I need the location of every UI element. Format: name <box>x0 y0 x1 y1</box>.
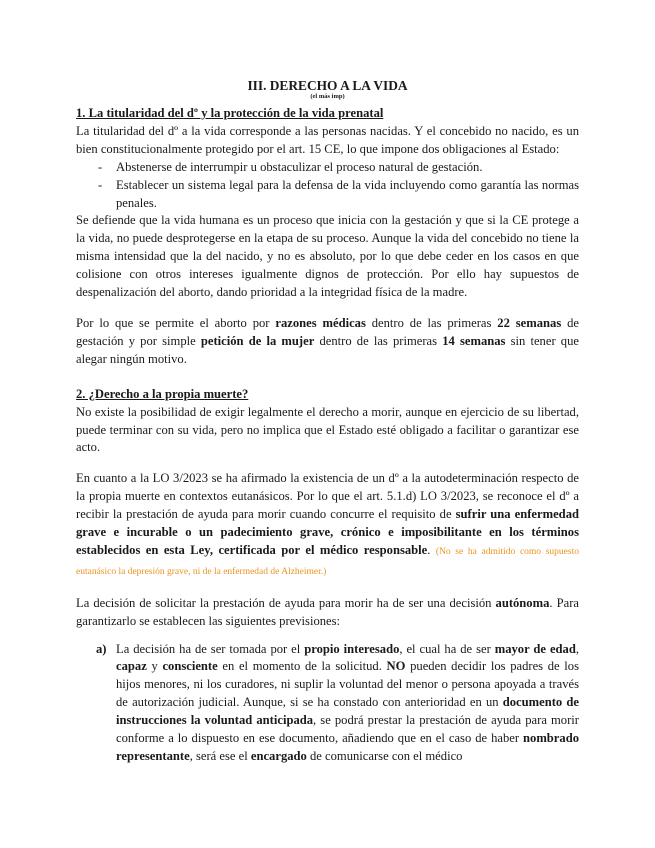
text-run: La decisión ha de ser tomada por el <box>116 641 305 656</box>
section-1-paragraph-2: Se defiende que la vida humana es un proceso que inicia con la gestación y que si la CE protege a la vida, no puede desprotegerse en la etapa de su proceso. Aunque la vida del concebido no tiene la misma intensidad que la del nacido, y no es absoluto, por lo que debe ceder en los casos en que colisione con otros intereses igualmente dignos de protección. Por ello hay supuestos de despenalización del aborto, dando prioridad a la integridad física de la madre. <box>76 213 579 300</box>
document-subtitle: (el más imp) <box>310 93 345 100</box>
bold-run: propio interesado <box>304 641 400 656</box>
bold-run: NO <box>386 659 406 674</box>
document-page <box>76 78 579 766</box>
item-marker: a) <box>96 641 107 656</box>
bold-run: 22 semanas <box>497 315 562 330</box>
text-run: La decisión de solicitar la prestación de ayuda para morir ha de ser una decisión <box>76 595 496 610</box>
bold-run: nombrado representante <box>116 731 579 763</box>
section-spacer <box>76 369 579 386</box>
text-run: sin tener que alegar ningún motivo. <box>76 333 579 366</box>
bold-run: autónoma <box>495 595 550 610</box>
section-2-paragraph-3 <box>76 595 579 631</box>
text-run: de gestación y por simple <box>76 315 579 348</box>
orange-note: (No se ha admitido como supuesto eutanásico la depresión grave, ni de la enfermedad de Alzheimer.) <box>76 546 579 577</box>
dash-marker: - <box>98 159 103 174</box>
text-run: , <box>575 641 579 656</box>
text-run: y <box>146 659 163 674</box>
bold-run: consciente <box>162 659 218 674</box>
bold-run: capaz <box>116 659 147 674</box>
section-2-heading: 2. ¿Derecho a la propia muerte? <box>76 386 249 401</box>
text-run: En cuanto a la LO 3/2023 se ha afirmado la existencia de un dº a la autodeterminación respecto de la propia muerte en contextos eutanásicos. Por lo que el art. 5.1.d) LO 3/2023, se reconoce el dº a recibir la prestación de ayuda para morir cuando concurre el requisito de <box>76 471 579 522</box>
section-1-heading: 1. La titularidad del dº y la protección de la vida prenatal <box>76 106 384 120</box>
bold-run: petición de la mujer <box>200 333 315 348</box>
list-item <box>76 177 579 213</box>
section-2-paragraph-1: No existe la posibilidad de exigir legalmente el derecho a morir, aunque en ejercicio de su libertad, puede terminar con su vida, pero no implica que el Estado esté obligado a facilitar o garantizar ese acto. <box>76 404 579 455</box>
text-run: Por lo que se permite el aborto por <box>76 315 276 330</box>
section-1-paragraph-1: La titularidad del dº a la vida corresponde a las personas nacidas. Y el concebido no nacido, es un bien constitucionalmente protegido por el art. 15 CE, lo que impone dos obligaciones al Estado: <box>76 123 579 156</box>
obligations-list <box>76 159 579 213</box>
bold-run: razones médicas <box>275 315 366 330</box>
text-run: , será ese el <box>189 749 251 763</box>
bold-run: documento de instrucciones la voluntad anticipada <box>116 695 579 728</box>
list-item <box>76 159 579 177</box>
provision-item-a <box>76 641 579 766</box>
section-1-paragraph-3 <box>76 315 579 369</box>
text-run: . Para garantizarlo se establecen las siguientes previsiones: <box>76 595 579 628</box>
list-item-text: Abstenerse de interrumpir u obstaculizar el proceso natural de gestación. <box>116 159 483 174</box>
text-run: en el momento de la solicitud. <box>217 659 387 674</box>
bold-run: mayor de edad <box>494 641 576 656</box>
text-run: , se podrá prestar la prestación de ayuda para morir conforme a lo dispuesto en ese documento, añadiendo que en el caso de haber <box>116 713 579 746</box>
text-run: dentro de las primeras <box>365 315 498 330</box>
bold-run: sufrir una enfermedad grave e incurable o un padecimiento grave, crónico e imposibilitante en los términos establecidos en esta Ley, certificada por el médico responsable <box>76 507 579 557</box>
dash-marker: - <box>98 177 103 192</box>
provision-item-a-text <box>116 641 579 766</box>
text-run: de comunicarse con el médico <box>306 749 463 763</box>
text-run: . <box>427 542 436 557</box>
text-run: dentro de las primeras <box>314 333 443 348</box>
section-2-paragraph-2 <box>76 470 579 581</box>
document-title: III. DERECHO A LA VIDA <box>247 78 408 93</box>
bold-run: encargado <box>250 749 307 763</box>
list-item-text: Establecer un sistema legal para la defensa de la vida incluyendo como garantía las normas penales. <box>116 177 579 210</box>
text-run: pueden decidir los padres de los hijos menores, ni los curadores, ni suplir la voluntad del menor o persona apoyada a través de autorización judicial. Aunque, si se ha constado con anterioridad en un <box>116 659 580 710</box>
bold-run: 14 semanas <box>442 333 506 348</box>
text-run: , el cual ha de ser <box>399 641 495 656</box>
